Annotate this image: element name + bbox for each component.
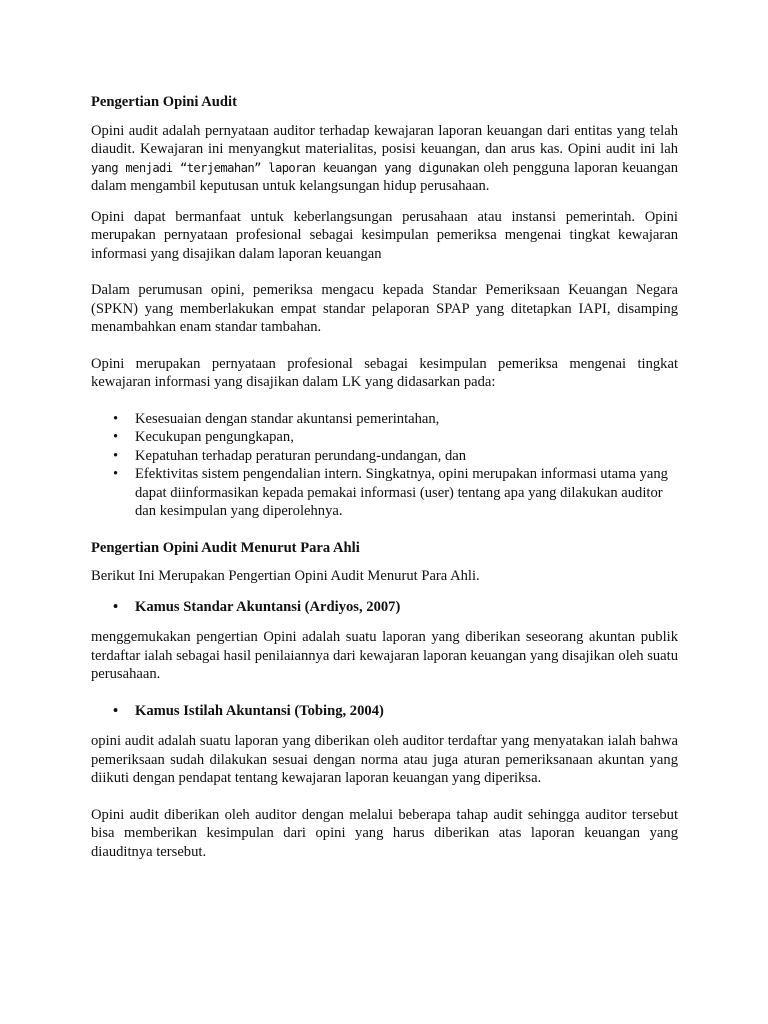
paragraph-expert-1: menggemukakan pengertian Opini adalah suatu laporan yang diberikan seseorang akuntan publik terdaftar ialah sebagai hasil penilaiannya dari kewajaran laporan keuangan yang disajikan oleh suatu perusahaan. [91, 629, 678, 682]
paragraph-definition-text-b: oleh pengguna laporan keuangan dalam mengambil keputusan untuk kelangsungan hidup perusahaan. [91, 159, 678, 194]
paragraph-definition-mono-text: yang menjadi “terjemahan” laporan keuangan yang digunakan [91, 160, 480, 175]
bullet-icon: • [113, 429, 119, 445]
paragraph-closing: Opini audit diberikan oleh auditor dengan melalui beberapa tahap audit sehingga auditor tersebut bisa memberikan kesimpulan dari opini yang harus diberikan atas laporan keuangan yang diauditnya tersebut. [91, 806, 678, 860]
bullet-icon: • [113, 447, 119, 464]
bullet-icon: • [113, 410, 119, 427]
basis-list [91, 410, 678, 521]
list-item-text: Kecukupan pengungkapan, [135, 429, 294, 445]
paragraph-basis: Opini merupakan pernyataan profesional sebagai kesimpulan pemeriksa mengenai tingkat kewajaran informasi yang disajikan dalam LK yang didasarkan pada: [91, 355, 678, 390]
bullet-icon: • [113, 702, 119, 719]
list-item [91, 465, 678, 521]
list-item-text: Kepatuhan terhadap peraturan perundang-undangan, dan [135, 447, 467, 464]
paragraph-definition [91, 122, 678, 196]
bullet-icon: • [113, 466, 119, 482]
paragraph-spkn: Dalam perumusan opini, pemeriksa mengacu kepada Standar Pemeriksaan Keuangan Negara (SPKN) yang memberlakukan empat standar pelaporan SPAP yang ditetapkan IAPI, disamping menambahkan enam standar tambahan. [91, 282, 678, 335]
list-item [91, 447, 678, 466]
list-item-text: Efektivitas sistem pengendalian intern. Singkatnya, opini merupakan informasi utama yang dapat diinformasikan kepada pemakai informasi (user) tentang apa yang dilakukan auditor dan kesimpulan yang diperolehnya. [135, 466, 668, 519]
paragraph-intro-ahli: Berikut Ini Merupakan Pengertian Opini Audit Menurut Para Ahli. [91, 568, 480, 584]
expert-title-text: Kamus Standar Akuntansi (Ardiyos, 2007) [135, 598, 401, 615]
bullet-icon: • [113, 598, 119, 615]
expert-item-2 [91, 702, 678, 721]
paragraph-expert-2: opini audit adalah suatu laporan yang diberikan oleh auditor terdaftar yang menyatakan ialah bahwa pemeriksaan sudah dilakukan sesuai dengan norma atau juga aturan pemeriksanaan akuntan yang diikuti dengan pendapat tentang kewajaran laporan keuangan yang diperiksa. [91, 733, 678, 786]
list-item-text: Kesesuaian dengan standar akuntansi pemerintahan, [135, 410, 440, 427]
expert-title-text: Kamus Istilah Akuntansi (Tobing, 2004) [135, 702, 384, 719]
paragraph-definition-text-a: Opini audit adalah pernyataan auditor terhadap kewajaran laporan keuangan dari entitas yang telah diaudit. Kewajaran ini menyangkut materialitas, posisi keuangan, dan arus kas. Opini audit ini lah [91, 122, 678, 157]
paragraph-benefit: Opini dapat bermanfaat untuk keberlangsungan perusahaan atau instansi pemerintah. Opini merupakan pernyataan profesional sebagai kesimpulan pemeriksa mengenai tingkat kewajaran informasi yang disajikan dalam laporan keuangan [91, 208, 678, 262]
list-item [91, 410, 678, 429]
section-heading-para-ahli: Pengertian Opini Audit Menurut Para Ahli [91, 539, 360, 556]
expert-item-1 [91, 598, 678, 617]
list-item [91, 428, 678, 447]
section-heading-pengertian-opini-audit: Pengertian Opini Audit [91, 94, 237, 110]
expert-title [91, 702, 678, 721]
expert-title [91, 598, 678, 617]
document-body [91, 93, 678, 879]
